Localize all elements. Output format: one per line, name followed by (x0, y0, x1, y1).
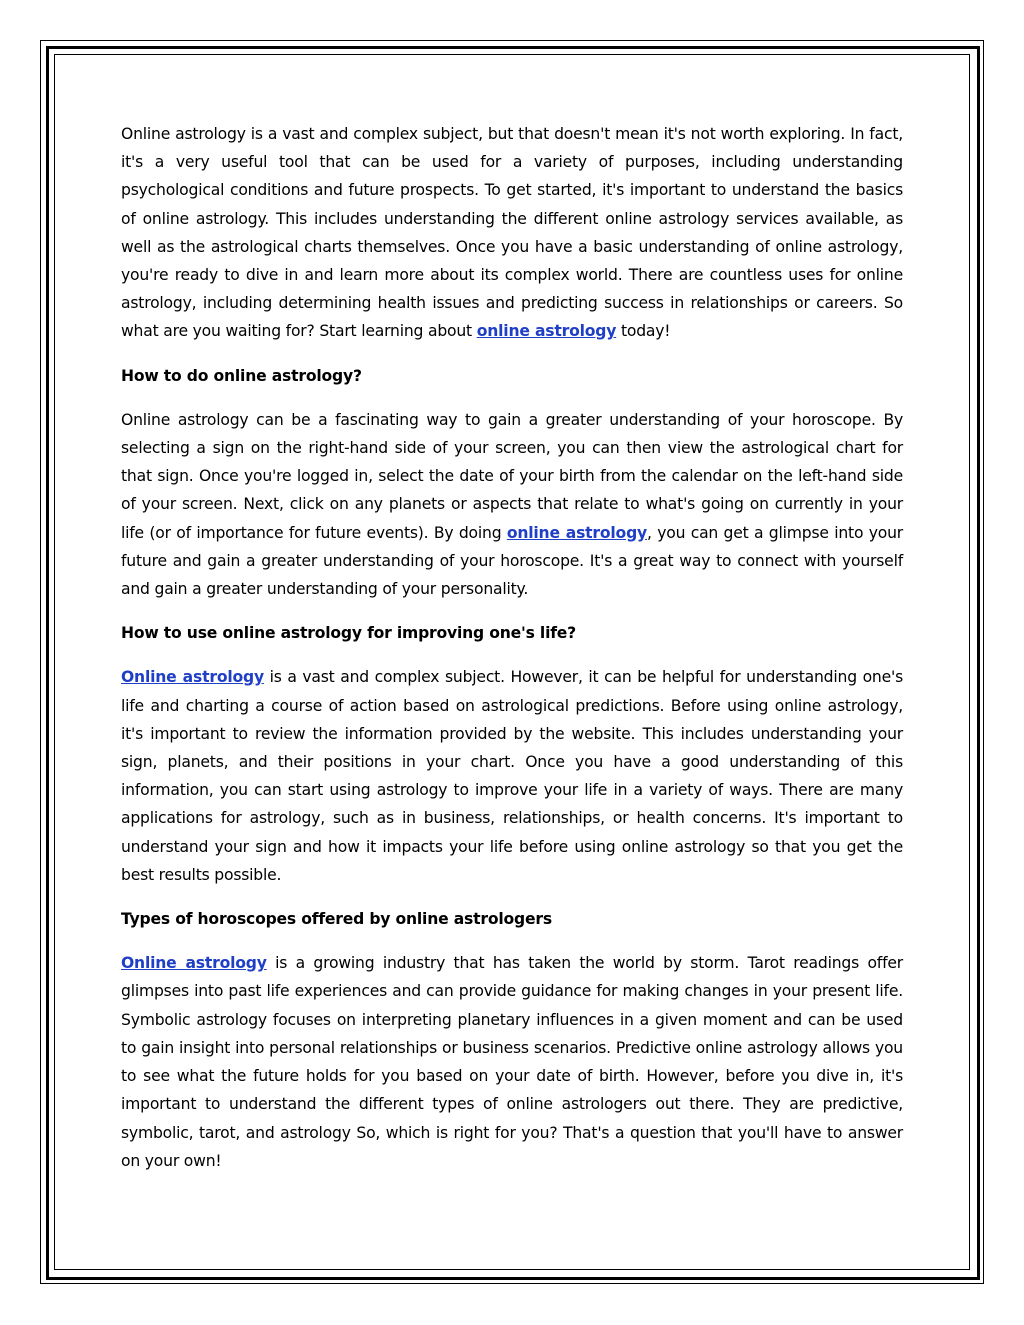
online-astrology-link[interactable]: Online astrology (121, 954, 267, 973)
how-to-text: Online astrology can be a fascinating way to gain a greater understanding of your horoscope. By selecting a sign on the right-hand side of your screen, you can then view the astrological chart for that sign. Once you're logged in, select the date of your birth from the calendar on the left-hand side of your screen. Next, click on any planets or aspects that relate to what's going on currently in your life (or of importance for future events). By doing (121, 410, 903, 542)
types-paragraph (121, 949, 903, 1175)
improving-text: is a vast and complex subject. However, it can be helpful for understanding one's life and charting a course of action based on astrological predictions. Before using online astrology, it's important to review the information provided by the website. This includes understanding your sign, planets, and their positions in your chart. Once you have a good understanding of this information, you can start using astrology to improve your life in a variety of ways. There are many applications for astrology, such as in business, relationships, or health concerns. It's important to understand your sign and how it impacts your life before using online astrology so that you get the best results possible. (121, 668, 903, 884)
document-body (121, 120, 903, 1191)
how-to-heading: How to do online astrology? (121, 366, 362, 385)
types-heading: Types of horoscopes offered by online astrologers (121, 910, 552, 929)
intro-paragraph (121, 120, 903, 346)
online-astrology-link[interactable]: online astrology (476, 322, 617, 341)
types-text: is a growing industry that has taken the world by storm. Tarot readings offer glimpses into past life experiences and can provide guidance for making changes in your present life. Symbolic astrology focuses on interpreting planetary influences in a given moment and can be used to gain insight into personal relationships or business scenarios. Predictive online astrology allows you to see what the future holds for you based on your date of birth. However, before you dive in, it's important to understand the different types of online astrologers out there. They are predictive, symbolic, tarot, and astrology So, which is right for you? That's a question that you'll have to answer on your own! (121, 954, 903, 1170)
how-to-text-end: , you can get a glimpse into your future and gain a greater understanding of your horoscope. It's a great way to connect with yourself and gain a greater understanding of your personality. (121, 523, 903, 599)
online-astrology-link[interactable]: Online astrology (121, 668, 264, 687)
intro-text: Online astrology is a vast and complex subject, but that doesn't mean it's not worth exploring. In fact, it's a very useful tool that can be used for a variety of purposes, including understanding psychological conditions and future prospects. To get started, it's important to understand the basics of online astrology. This includes understanding the different online astrology services available, as well as the astrological charts themselves. Once you have a basic understanding of online astrology, you're ready to dive in and learn more about its complex world. There are countless uses for online astrology, including determining health issues and predicting success in relationships or careers. So what are you waiting for? Start learning about (121, 125, 903, 341)
intro-text-end: today! (616, 322, 671, 341)
online-astrology-link[interactable]: online astrology (506, 523, 647, 542)
improving-paragraph (121, 663, 903, 889)
improving-heading: How to use online astrology for improving one's life? (121, 624, 577, 643)
how-to-paragraph (121, 406, 903, 603)
